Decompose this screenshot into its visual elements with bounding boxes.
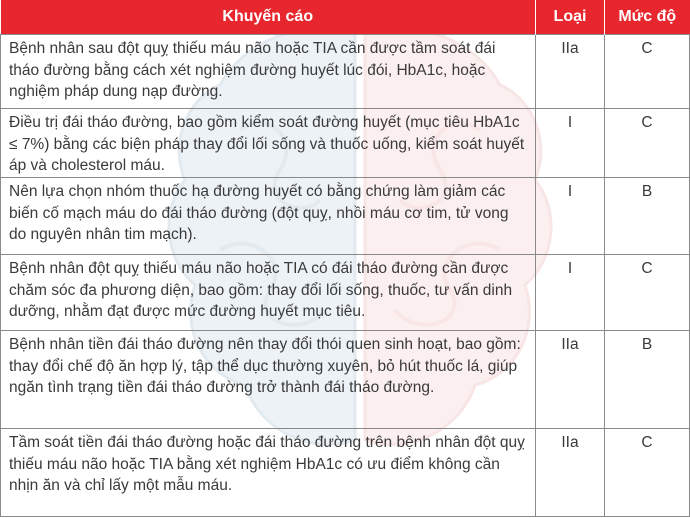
table-row: [1, 429, 690, 517]
table-row: [1, 109, 690, 178]
header-class: Loại: [536, 0, 605, 35]
recommendation-text: Nên lựa chọn nhóm thuốc hạ đường huyết có bằng chứng làm giảm các biến cố mạch máu do đái tháo đường (đột quỵ, nhồi máu cơ tim, tử vong do nguyên nhân tim mạch).: [1, 178, 536, 255]
evidence-level: C: [605, 35, 690, 109]
table-header-row: [1, 0, 690, 35]
evidence-level: C: [605, 255, 690, 331]
recommendation-class: IIa: [536, 331, 605, 429]
recommendation-class: IIa: [536, 35, 605, 109]
recommendation-text: Bệnh nhân đột quỵ thiếu máu não hoặc TIA có đái tháo đường cần được chăm sóc đa phương diện, bao gồm: thay đổi lối sống, thuốc, tư vấn dinh dưỡng, nhằm đạt được mức đường huyết mục tiêu.: [1, 255, 536, 331]
evidence-level: B: [605, 331, 690, 429]
recommendation-class: I: [536, 109, 605, 178]
recommendation-class: I: [536, 255, 605, 331]
recommendation-class: I: [536, 178, 605, 255]
recommendation-text: Tầm soát tiền đái tháo đường hoặc đái tháo đường trên bệnh nhân đột quỵ thiếu máu não hoặc TIA bằng xét nghiệm HbA1c có ưu điểm không cần nhịn ăn và chỉ lấy một mẫu máu.: [1, 429, 536, 517]
table-row: [1, 178, 690, 255]
header-recommendation: Khuyến cáo: [1, 0, 536, 35]
recommendation-class: IIa: [536, 429, 605, 517]
table-row: [1, 35, 690, 109]
table-row: [1, 331, 690, 429]
evidence-level: B: [605, 178, 690, 255]
recommendation-text: Bệnh nhân sau đột quỵ thiếu máu não hoặc TIA cần được tầm soát đái tháo đường bằng cách xét nghiệm đường huyết lúc đói, HbA1c, hoặc nghiệm pháp dung nạp đường.: [1, 35, 536, 109]
header-level: Mức độ: [605, 0, 690, 35]
recommendation-text: Điều trị đái tháo đường, bao gồm kiểm soát đường huyết (mục tiêu HbA1c ≤ 7%) bằng các biện pháp thay đổi lối sống và thuốc uống, kiểm soát huyết áp và cholesterol máu.: [1, 109, 536, 178]
evidence-level: C: [605, 109, 690, 178]
recommendation-text: Bệnh nhân tiền đái tháo đường nên thay đổi thói quen sinh hoạt, bao gồm: thay đổi chế độ ăn hợp lý, tập thể dục thường xuyên, bỏ hút thuốc lá, giúp ngăn tình trạng tiền đái tháo đường trở thành đái tháo đường.: [1, 331, 536, 429]
table-row: [1, 255, 690, 331]
evidence-level: C: [605, 429, 690, 517]
